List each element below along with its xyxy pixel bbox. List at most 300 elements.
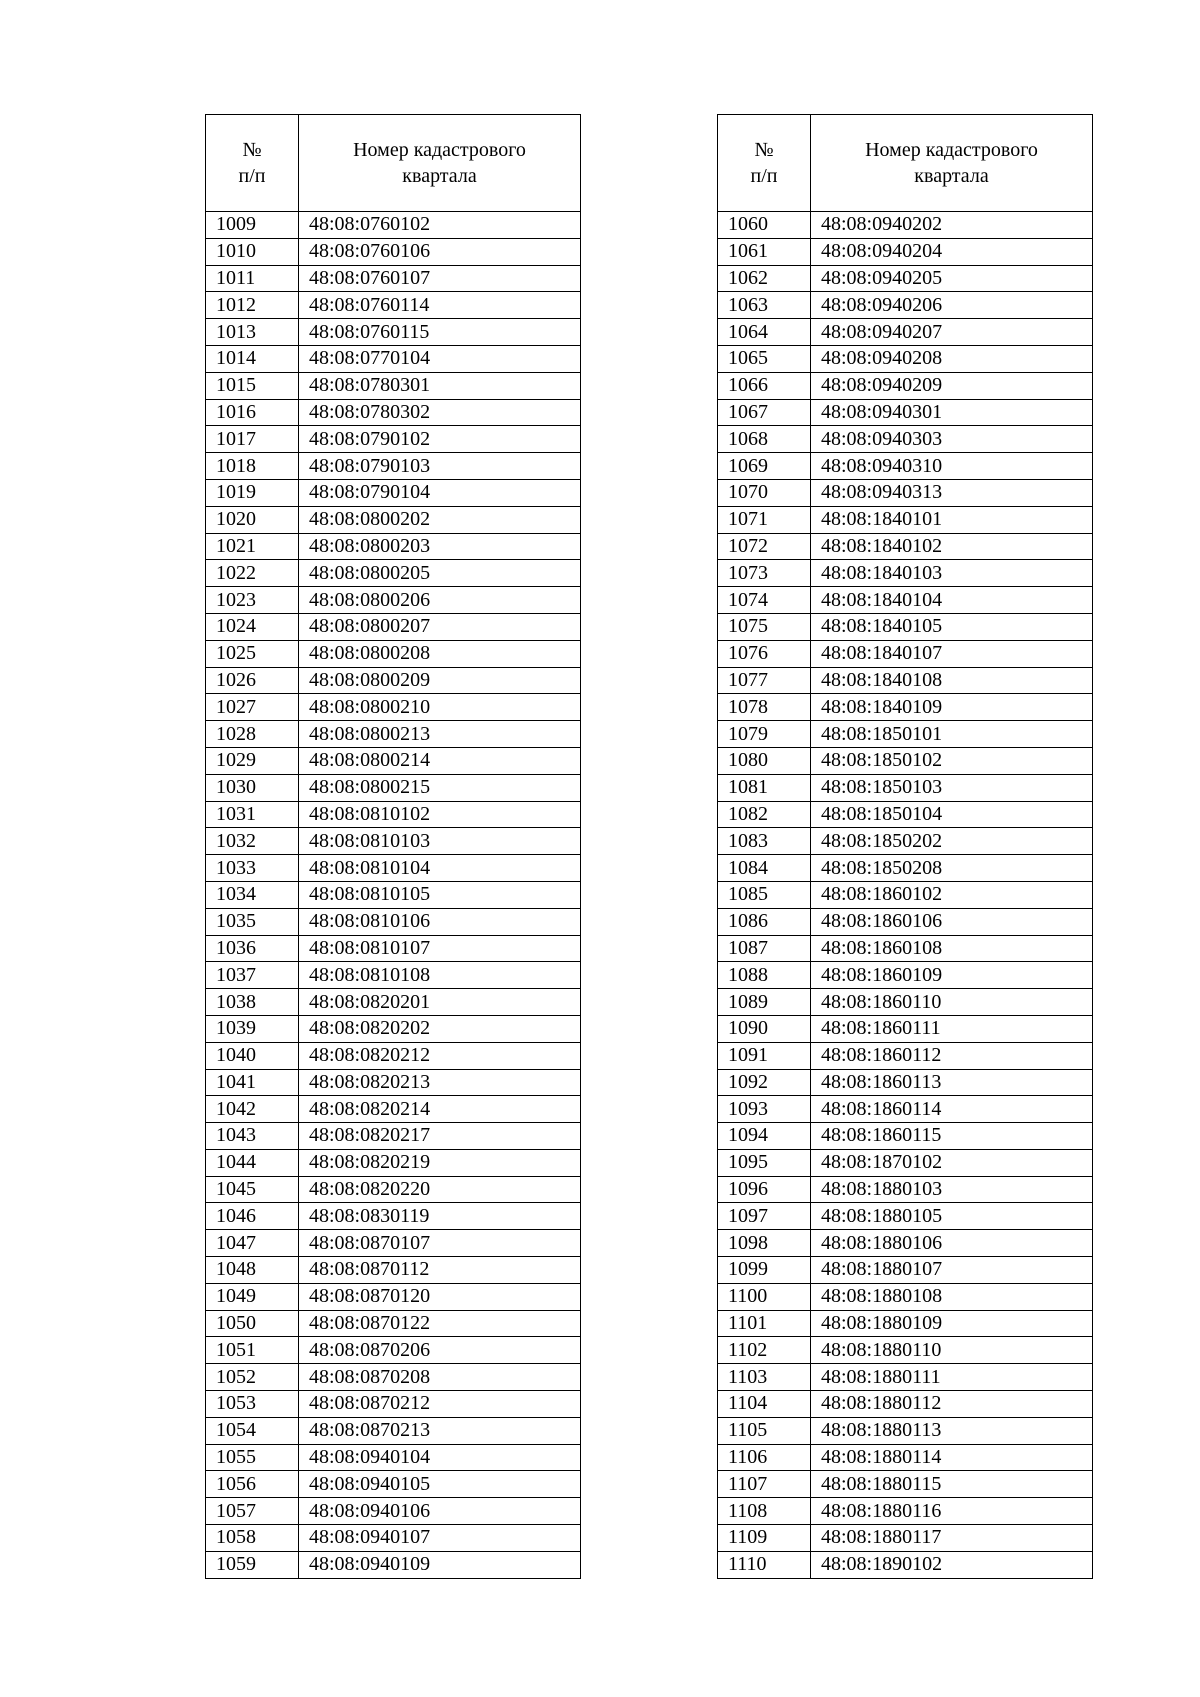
cadastral-quarter-number: 48:08:0940105	[299, 1471, 581, 1498]
row-number: 1066	[718, 372, 811, 399]
table-body-right	[718, 212, 1093, 1579]
table-row	[206, 935, 581, 962]
table-row	[718, 1096, 1093, 1123]
header-number-line2: п/п	[238, 165, 266, 187]
row-number: 1099	[718, 1257, 811, 1284]
table-row	[206, 1042, 581, 1069]
table-row	[718, 560, 1093, 587]
table-row	[206, 1123, 581, 1150]
table-row	[206, 1444, 581, 1471]
row-number: 1093	[718, 1096, 811, 1123]
table-row	[206, 1417, 581, 1444]
row-number: 1088	[718, 962, 811, 989]
row-number: 1064	[718, 319, 811, 346]
header-number	[718, 115, 811, 212]
cadastral-quarter-number: 48:08:0800202	[299, 506, 581, 533]
cadastral-quarter-number: 48:08:0820214	[299, 1096, 581, 1123]
table-row	[718, 506, 1093, 533]
row-number: 1062	[718, 265, 811, 292]
cadastral-quarter-number: 48:08:0790102	[299, 426, 581, 453]
row-number: 1060	[718, 212, 811, 239]
row-number: 1044	[206, 1149, 299, 1176]
row-number: 1011	[206, 265, 299, 292]
table-row	[206, 265, 581, 292]
table-row	[718, 1042, 1093, 1069]
cadastral-quarter-number: 48:08:1840109	[811, 694, 1093, 721]
cadastral-quarter-number: 48:08:0870122	[299, 1310, 581, 1337]
cadastral-quarter-number: 48:08:1860111	[811, 1015, 1093, 1042]
table-row	[206, 506, 581, 533]
row-number: 1092	[718, 1069, 811, 1096]
cadastral-quarter-number: 48:08:0940303	[811, 426, 1093, 453]
cadastral-quarter-number: 48:08:1880109	[811, 1310, 1093, 1337]
table-row	[718, 1310, 1093, 1337]
cadastral-quarter-number: 48:08:0810102	[299, 801, 581, 828]
row-number: 1055	[206, 1444, 299, 1471]
row-number: 1021	[206, 533, 299, 560]
table-row	[206, 828, 581, 855]
row-number: 1051	[206, 1337, 299, 1364]
cadastral-quarter-number: 48:08:1880108	[811, 1283, 1093, 1310]
table-row	[206, 1310, 581, 1337]
table-row	[718, 962, 1093, 989]
cadastral-quarter-number: 48:08:0800205	[299, 560, 581, 587]
cadastral-quarter-number: 48:08:0870208	[299, 1364, 581, 1391]
cadastral-quarter-number: 48:08:0810108	[299, 962, 581, 989]
header-code-line1: Номер кадастрового	[353, 139, 526, 161]
cadastral-quarter-number: 48:08:1880103	[811, 1176, 1093, 1203]
row-number: 1085	[718, 881, 811, 908]
row-number: 1035	[206, 908, 299, 935]
cadastral-quarter-number: 48:08:1860109	[811, 962, 1093, 989]
cadastral-quarter-number: 48:08:0940107	[299, 1525, 581, 1552]
row-number: 1079	[718, 721, 811, 748]
row-number: 1027	[206, 694, 299, 721]
row-number: 1037	[206, 962, 299, 989]
table-row	[718, 479, 1093, 506]
row-number: 1058	[206, 1525, 299, 1552]
cadastral-quarter-number: 48:08:0810103	[299, 828, 581, 855]
cadastral-quarter-number: 48:08:1880113	[811, 1417, 1093, 1444]
table-row	[206, 1283, 581, 1310]
row-number: 1086	[718, 908, 811, 935]
row-number: 1098	[718, 1230, 811, 1257]
table-row	[206, 908, 581, 935]
row-number: 1020	[206, 506, 299, 533]
cadastral-quarter-number: 48:08:0770104	[299, 345, 581, 372]
table-row	[718, 372, 1093, 399]
table-row	[718, 587, 1093, 614]
row-number: 1016	[206, 399, 299, 426]
row-number: 1087	[718, 935, 811, 962]
cadastral-quarter-number: 48:08:0800208	[299, 640, 581, 667]
cadastral-quarter-number: 48:08:0800214	[299, 747, 581, 774]
table-row	[718, 212, 1093, 239]
row-number: 1091	[718, 1042, 811, 1069]
header-number-line2: п/п	[750, 165, 778, 187]
row-number: 1083	[718, 828, 811, 855]
row-number: 1009	[206, 212, 299, 239]
row-number: 1056	[206, 1471, 299, 1498]
table-row	[206, 747, 581, 774]
row-number: 1095	[718, 1149, 811, 1176]
cadastral-quarter-number: 48:08:0870206	[299, 1337, 581, 1364]
cadastral-quarter-number: 48:08:1860106	[811, 908, 1093, 935]
row-number: 1090	[718, 1015, 811, 1042]
row-number: 1059	[206, 1551, 299, 1578]
cadastral-quarter-number: 48:08:0870212	[299, 1391, 581, 1418]
row-number: 1033	[206, 855, 299, 882]
row-number: 1015	[206, 372, 299, 399]
row-number: 1019	[206, 479, 299, 506]
table-row	[718, 1444, 1093, 1471]
row-number: 1100	[718, 1283, 811, 1310]
cadastral-quarter-number: 48:08:0870120	[299, 1283, 581, 1310]
row-number: 1074	[718, 587, 811, 614]
row-number: 1032	[206, 828, 299, 855]
table-row	[718, 1525, 1093, 1552]
cadastral-quarter-number: 48:08:1840105	[811, 613, 1093, 640]
row-number: 1022	[206, 560, 299, 587]
row-number: 1071	[718, 506, 811, 533]
row-number: 1050	[206, 1310, 299, 1337]
header-number	[206, 115, 299, 212]
table-row	[718, 801, 1093, 828]
table-row	[718, 1364, 1093, 1391]
table-row	[718, 292, 1093, 319]
table-row	[206, 855, 581, 882]
table-row	[206, 372, 581, 399]
cadastral-quarter-number: 48:08:0940207	[811, 319, 1093, 346]
table-row	[718, 426, 1093, 453]
row-number: 1028	[206, 721, 299, 748]
table-row	[718, 453, 1093, 480]
table-row	[206, 989, 581, 1016]
row-number: 1057	[206, 1498, 299, 1525]
row-number: 1068	[718, 426, 811, 453]
row-number: 1034	[206, 881, 299, 908]
table-row	[718, 1015, 1093, 1042]
table-row	[718, 1471, 1093, 1498]
cadastral-quarter-number: 48:08:1860115	[811, 1123, 1093, 1150]
row-number: 1046	[206, 1203, 299, 1230]
cadastral-quarter-number: 48:08:0760106	[299, 238, 581, 265]
table-row	[206, 962, 581, 989]
table-row	[206, 212, 581, 239]
cadastral-quarter-number: 48:08:1840103	[811, 560, 1093, 587]
row-number: 1024	[206, 613, 299, 640]
row-number: 1053	[206, 1391, 299, 1418]
row-number: 1048	[206, 1257, 299, 1284]
row-number: 1076	[718, 640, 811, 667]
table-row	[206, 1096, 581, 1123]
table-row	[206, 1176, 581, 1203]
table-header-row	[718, 115, 1093, 212]
table-row	[718, 935, 1093, 962]
cadastral-quarter-number: 48:08:0790103	[299, 453, 581, 480]
cadastral-quarter-number: 48:08:1880116	[811, 1498, 1093, 1525]
cadastral-table-right	[717, 114, 1093, 1579]
table-row	[206, 881, 581, 908]
table-row	[206, 426, 581, 453]
table-row	[206, 667, 581, 694]
table-row	[718, 747, 1093, 774]
table-row	[206, 1525, 581, 1552]
row-number: 1017	[206, 426, 299, 453]
cadastral-quarter-number: 48:08:1850208	[811, 855, 1093, 882]
row-number: 1063	[718, 292, 811, 319]
table-row	[206, 1230, 581, 1257]
row-number: 1041	[206, 1069, 299, 1096]
row-number: 1038	[206, 989, 299, 1016]
table-row	[206, 560, 581, 587]
table-row	[718, 1123, 1093, 1150]
cadastral-quarter-number: 48:08:0870112	[299, 1257, 581, 1284]
header-code-line2: квартала	[914, 165, 989, 187]
row-number: 1052	[206, 1364, 299, 1391]
row-number: 1104	[718, 1391, 811, 1418]
row-number: 1109	[718, 1525, 811, 1552]
table-row	[718, 828, 1093, 855]
row-number: 1039	[206, 1015, 299, 1042]
cadastral-quarter-number: 48:08:0820217	[299, 1123, 581, 1150]
table-row	[718, 855, 1093, 882]
table-row	[718, 667, 1093, 694]
table-row	[206, 587, 581, 614]
cadastral-quarter-number: 48:08:1880115	[811, 1471, 1093, 1498]
header-cadastral-quarter	[299, 115, 581, 212]
cadastral-quarter-number: 48:08:0820220	[299, 1176, 581, 1203]
row-number: 1013	[206, 319, 299, 346]
table-row	[718, 1391, 1093, 1418]
cadastral-quarter-number: 48:08:1880112	[811, 1391, 1093, 1418]
row-number: 1077	[718, 667, 811, 694]
cadastral-quarter-number: 48:08:0760115	[299, 319, 581, 346]
row-number: 1029	[206, 747, 299, 774]
table-row	[718, 1498, 1093, 1525]
table-row	[206, 399, 581, 426]
row-number: 1080	[718, 747, 811, 774]
cadastral-quarter-number: 48:08:0810107	[299, 935, 581, 962]
table-row	[206, 1471, 581, 1498]
cadastral-quarter-number: 48:08:1880106	[811, 1230, 1093, 1257]
row-number: 1072	[718, 533, 811, 560]
row-number: 1014	[206, 345, 299, 372]
row-number: 1108	[718, 1498, 811, 1525]
table-row	[206, 1498, 581, 1525]
table-row	[718, 345, 1093, 372]
table-row	[718, 908, 1093, 935]
row-number: 1042	[206, 1096, 299, 1123]
cadastral-quarter-number: 48:08:1850104	[811, 801, 1093, 828]
table-header-row	[206, 115, 581, 212]
table-row	[206, 1337, 581, 1364]
cadastral-quarter-number: 48:08:0940109	[299, 1551, 581, 1578]
cadastral-quarter-number: 48:08:1850102	[811, 747, 1093, 774]
cadastral-quarter-number: 48:08:0800215	[299, 774, 581, 801]
row-number: 1106	[718, 1444, 811, 1471]
row-number: 1036	[206, 935, 299, 962]
table-row	[206, 721, 581, 748]
table-row	[718, 1417, 1093, 1444]
table-row	[206, 801, 581, 828]
table-row	[206, 292, 581, 319]
table-row	[718, 989, 1093, 1016]
cadastral-quarter-number: 48:08:1840104	[811, 587, 1093, 614]
table-row	[206, 453, 581, 480]
table-row	[206, 238, 581, 265]
cadastral-quarter-number: 48:08:1880110	[811, 1337, 1093, 1364]
cadastral-quarter-number: 48:08:0940208	[811, 345, 1093, 372]
header-number-line1: №	[242, 139, 262, 161]
header-code-line1: Номер кадастрового	[865, 139, 1038, 161]
cadastral-quarter-number: 48:08:0800203	[299, 533, 581, 560]
cadastral-quarter-number: 48:08:1860108	[811, 935, 1093, 962]
row-number: 1107	[718, 1471, 811, 1498]
cadastral-quarter-number: 48:08:1840108	[811, 667, 1093, 694]
cadastral-quarter-number: 48:08:1850202	[811, 828, 1093, 855]
row-number: 1023	[206, 587, 299, 614]
cadastral-quarter-number: 48:08:0800209	[299, 667, 581, 694]
row-number: 1067	[718, 399, 811, 426]
cadastral-quarter-number: 48:08:0940209	[811, 372, 1093, 399]
row-number: 1102	[718, 1337, 811, 1364]
table-row	[718, 721, 1093, 748]
cadastral-quarter-number: 48:08:0820219	[299, 1149, 581, 1176]
cadastral-quarter-number: 48:08:0940205	[811, 265, 1093, 292]
row-number: 1110	[718, 1551, 811, 1578]
table-row	[718, 694, 1093, 721]
row-number: 1096	[718, 1176, 811, 1203]
cadastral-quarter-number: 48:08:1850101	[811, 721, 1093, 748]
table-row	[206, 1257, 581, 1284]
row-number: 1049	[206, 1283, 299, 1310]
cadastral-quarter-number: 48:08:0830119	[299, 1203, 581, 1230]
table-row	[206, 613, 581, 640]
row-number: 1069	[718, 453, 811, 480]
cadastral-quarter-number: 48:08:1860114	[811, 1096, 1093, 1123]
row-number: 1078	[718, 694, 811, 721]
table-row	[206, 1364, 581, 1391]
table-row	[206, 345, 581, 372]
cadastral-quarter-number: 48:08:0870107	[299, 1230, 581, 1257]
table-row	[206, 694, 581, 721]
cadastral-quarter-number: 48:08:0940104	[299, 1444, 581, 1471]
row-number: 1081	[718, 774, 811, 801]
table-row	[206, 1015, 581, 1042]
row-number: 1045	[206, 1176, 299, 1203]
row-number: 1040	[206, 1042, 299, 1069]
table-row	[718, 774, 1093, 801]
row-number: 1073	[718, 560, 811, 587]
cadastral-quarter-number: 48:08:0940206	[811, 292, 1093, 319]
table-row	[206, 640, 581, 667]
cadastral-quarter-number: 48:08:1860110	[811, 989, 1093, 1016]
row-number: 1025	[206, 640, 299, 667]
cadastral-table-left	[205, 114, 581, 1579]
row-number: 1054	[206, 1417, 299, 1444]
cadastral-quarter-number: 48:08:0940204	[811, 238, 1093, 265]
cadastral-quarter-number: 48:08:1880114	[811, 1444, 1093, 1471]
table-row	[718, 319, 1093, 346]
table-row	[718, 1069, 1093, 1096]
table-row	[718, 238, 1093, 265]
cadastral-quarter-number: 48:08:1860113	[811, 1069, 1093, 1096]
table-row	[206, 1069, 581, 1096]
cadastral-quarter-number: 48:08:1840102	[811, 533, 1093, 560]
row-number: 1061	[718, 238, 811, 265]
table-row	[718, 1283, 1093, 1310]
row-number: 1089	[718, 989, 811, 1016]
cadastral-quarter-number: 48:08:1860112	[811, 1042, 1093, 1069]
cadastral-quarter-number: 48:08:0820202	[299, 1015, 581, 1042]
cadastral-quarter-number: 48:08:0780301	[299, 372, 581, 399]
table-row	[206, 1551, 581, 1578]
row-number: 1105	[718, 1417, 811, 1444]
cadastral-quarter-number: 48:08:0820212	[299, 1042, 581, 1069]
table-row	[718, 613, 1093, 640]
cadastral-quarter-number: 48:08:0940310	[811, 453, 1093, 480]
row-number: 1065	[718, 345, 811, 372]
row-number: 1031	[206, 801, 299, 828]
table-row	[718, 640, 1093, 667]
row-number: 1097	[718, 1203, 811, 1230]
cadastral-quarter-number: 48:08:1880117	[811, 1525, 1093, 1552]
row-number: 1030	[206, 774, 299, 801]
table-row	[718, 1257, 1093, 1284]
table-row	[718, 1176, 1093, 1203]
cadastral-quarter-number: 48:08:0800207	[299, 613, 581, 640]
table-row	[718, 533, 1093, 560]
table-row	[206, 479, 581, 506]
cadastral-quarter-number: 48:08:1850103	[811, 774, 1093, 801]
cadastral-quarter-number: 48:08:1880105	[811, 1203, 1093, 1230]
row-number: 1103	[718, 1364, 811, 1391]
cadastral-quarter-number: 48:08:0760107	[299, 265, 581, 292]
table-row	[718, 1230, 1093, 1257]
row-number: 1082	[718, 801, 811, 828]
table-row	[206, 774, 581, 801]
cadastral-quarter-number: 48:08:1860102	[811, 881, 1093, 908]
table-row	[718, 1149, 1093, 1176]
cadastral-quarter-number: 48:08:1880107	[811, 1257, 1093, 1284]
cadastral-quarter-number: 48:08:0810105	[299, 881, 581, 908]
cadastral-quarter-number: 48:08:0790104	[299, 479, 581, 506]
table-row	[718, 1203, 1093, 1230]
table-row	[206, 533, 581, 560]
cadastral-quarter-number: 48:08:1890102	[811, 1551, 1093, 1578]
cadastral-quarter-number: 48:08:0800210	[299, 694, 581, 721]
table-row	[718, 399, 1093, 426]
row-number: 1012	[206, 292, 299, 319]
header-code-line2: квартала	[402, 165, 477, 187]
cadastral-quarter-number: 48:08:1840101	[811, 506, 1093, 533]
row-number: 1094	[718, 1123, 811, 1150]
row-number: 1047	[206, 1230, 299, 1257]
cadastral-quarter-number: 48:08:1840107	[811, 640, 1093, 667]
cadastral-quarter-number: 48:08:0810104	[299, 855, 581, 882]
cadastral-quarter-number: 48:08:0820201	[299, 989, 581, 1016]
cadastral-quarter-number: 48:08:1870102	[811, 1149, 1093, 1176]
row-number: 1084	[718, 855, 811, 882]
header-number-line1: №	[754, 139, 774, 161]
row-number: 1070	[718, 479, 811, 506]
header-cadastral-quarter	[811, 115, 1093, 212]
cadastral-quarter-number: 48:08:0940202	[811, 212, 1093, 239]
cadastral-quarter-number: 48:08:0940313	[811, 479, 1093, 506]
table-row	[718, 881, 1093, 908]
cadastral-quarter-number: 48:08:0800206	[299, 587, 581, 614]
